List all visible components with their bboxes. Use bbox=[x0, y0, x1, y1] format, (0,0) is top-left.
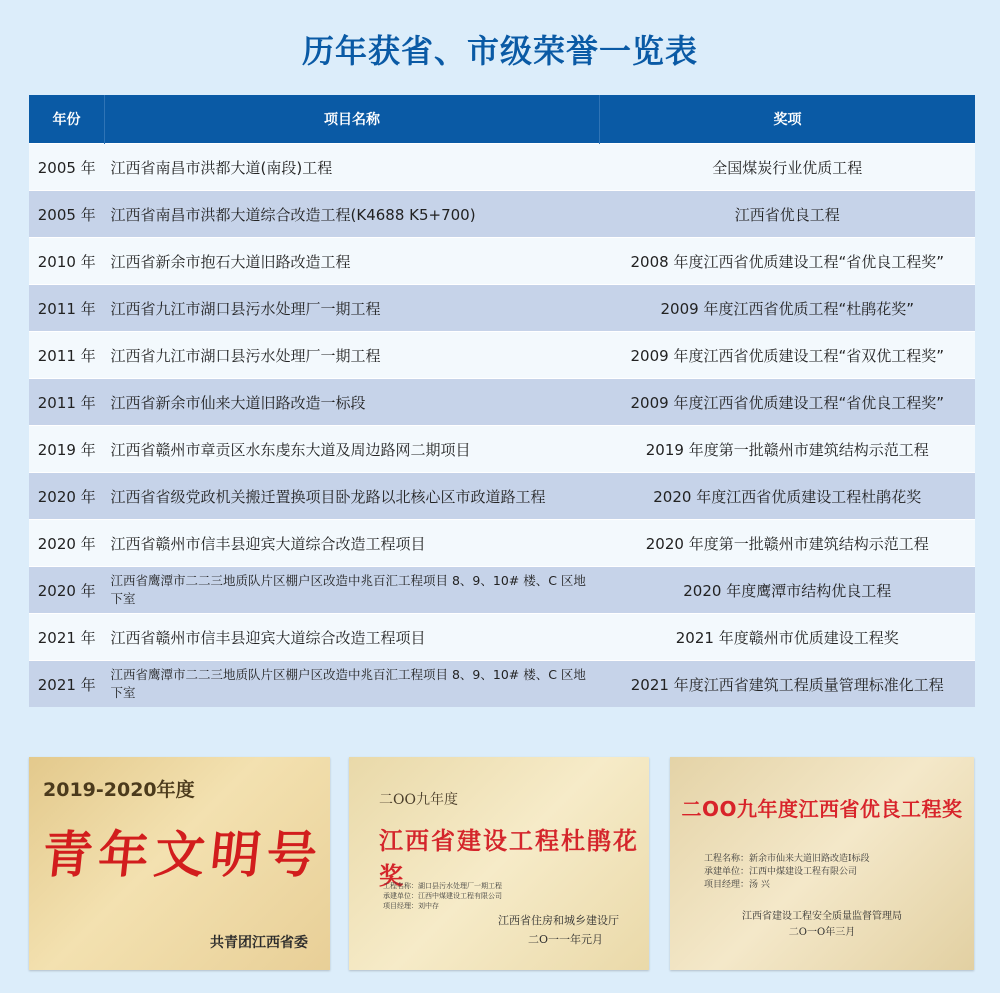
certificate-details bbox=[383, 881, 502, 911]
year-cell: 2011 年 bbox=[29, 285, 105, 332]
page-title: 历年获省、市级荣誉一览表 bbox=[301, 32, 698, 70]
certificate-project-line: 工程名称：湖口县污水处理厂一期工程 bbox=[383, 882, 502, 890]
certificate-title: 二OO九年度江西省优良工程奖 bbox=[681, 797, 963, 821]
certificate-year: 二OO九年度 bbox=[379, 792, 458, 808]
certificate-azalea-award bbox=[349, 757, 649, 970]
year-cell: 2005 年 bbox=[29, 191, 105, 238]
certificate-excellent-project bbox=[670, 757, 974, 970]
year-cell: 2011 年 bbox=[29, 332, 105, 379]
award-cell: 2021 年度江西省建筑工程质量管理标准化工程 bbox=[600, 661, 976, 708]
project-cell: 江西省南昌市洪都大道综合改造工程(K4688 K5+700) bbox=[105, 191, 600, 238]
award-cell: 2009 年度江西省优质工程“杜鹃花奖” bbox=[600, 285, 976, 332]
project-cell: 江西省赣州市章贡区水东虔东大道及周边路网二期项目 bbox=[105, 426, 600, 473]
certificate-date: 二O一O年三月 bbox=[788, 927, 856, 938]
project-cell: 江西省九江市湖口县污水处理厂一期工程 bbox=[105, 285, 600, 332]
certificate-issuer: 江西省建设工程安全质量监督管理局 bbox=[742, 911, 902, 922]
certificate-youth-civilization bbox=[29, 757, 330, 970]
table-row bbox=[29, 473, 975, 520]
year-cell: 2020 年 bbox=[29, 520, 105, 567]
certificate-year: 2019-2020年度 bbox=[43, 779, 195, 801]
table-row bbox=[29, 567, 975, 614]
year-cell: 2005 年 bbox=[29, 144, 105, 191]
header-project: 项目名称 bbox=[105, 95, 600, 144]
certificate-title: 青年文明号 bbox=[39, 825, 326, 884]
certificate-manager-line: 项目经理：刘中存 bbox=[383, 902, 439, 910]
year-cell: 2020 年 bbox=[29, 473, 105, 520]
table-row bbox=[29, 238, 975, 285]
project-cell: 江西省九江市湖口县污水处理厂一期工程 bbox=[105, 332, 600, 379]
award-cell: 2009 年度江西省优质建设工程“省优良工程奖” bbox=[600, 379, 976, 426]
project-cell: 江西省赣州市信丰县迎宾大道综合改造工程项目 bbox=[105, 520, 600, 567]
table-row bbox=[29, 661, 975, 708]
table-row bbox=[29, 144, 975, 191]
project-cell: 江西省赣州市信丰县迎宾大道综合改造工程项目 bbox=[105, 614, 600, 661]
certificate-date: 二O一一年元月 bbox=[527, 933, 603, 946]
certificate-manager-line: 项目经理：汤 兴 bbox=[704, 880, 770, 890]
project-cell: 江西省新余市抱石大道旧路改造工程 bbox=[105, 238, 600, 285]
table-row bbox=[29, 520, 975, 567]
project-cell: 江西省南昌市洪都大道(南段)工程 bbox=[105, 144, 600, 191]
award-cell: 2020 年度鹰潭市结构优良工程 bbox=[600, 567, 976, 614]
table-row bbox=[29, 332, 975, 379]
project-cell: 江西省鹰潭市二二三地质队片区棚户区改造中兆百汇工程项目 8、9、10# 楼、C 区地下室 bbox=[105, 661, 600, 708]
award-cell: 全国煤炭行业优质工程 bbox=[600, 144, 976, 191]
table-row bbox=[29, 379, 975, 426]
project-cell: 江西省省级党政机关搬迁置换项目卧龙路以北核心区市政道路工程 bbox=[105, 473, 600, 520]
award-cell: 2021 年度赣州市优质建设工程奖 bbox=[600, 614, 976, 661]
header-award: 奖项 bbox=[600, 95, 976, 144]
project-cell: 江西省新余市仙来大道旧路改造一标段 bbox=[105, 379, 600, 426]
certificate-details bbox=[704, 853, 870, 892]
year-cell: 2011 年 bbox=[29, 379, 105, 426]
year-cell: 2010 年 bbox=[29, 238, 105, 285]
header-year: 年份 bbox=[29, 95, 105, 144]
year-cell: 2021 年 bbox=[29, 661, 105, 708]
table-row bbox=[29, 614, 975, 661]
award-cell: 2020 年度江西省优质建设工程杜鹃花奖 bbox=[600, 473, 976, 520]
year-cell: 2020 年 bbox=[29, 567, 105, 614]
table-row bbox=[29, 285, 975, 332]
certificate-issuer: 共青团江西省委 bbox=[210, 935, 308, 951]
year-cell: 2021 年 bbox=[29, 614, 105, 661]
certificate-title: 江西省建设工程杜鹃花奖 bbox=[379, 826, 639, 890]
table-header-row bbox=[29, 95, 975, 144]
award-cell: 2020 年度第一批赣州市建筑结构示范工程 bbox=[600, 520, 976, 567]
year-cell: 2019 年 bbox=[29, 426, 105, 473]
award-cell: 2019 年度第一批赣州市建筑结构示范工程 bbox=[600, 426, 976, 473]
award-cell: 2009 年度江西省优质建设工程“省双优工程奖” bbox=[600, 332, 976, 379]
award-cell: 江西省优良工程 bbox=[600, 191, 976, 238]
award-cell: 2008 年度江西省优质建设工程“省优良工程奖” bbox=[600, 238, 976, 285]
table-row bbox=[29, 426, 975, 473]
table-row bbox=[29, 191, 975, 238]
certificate-contractor-line: 承建单位：江西中煤建设工程有限公司 bbox=[383, 892, 502, 900]
certificate-issuer: 江西省住房和城乡建设厅 bbox=[498, 914, 619, 927]
honor-table bbox=[29, 95, 975, 707]
certificate-contractor-line: 承建单位：江西中煤建设工程有限公司 bbox=[704, 867, 858, 877]
certificate-project-line: 工程名称：新余市仙来大道旧路改造Ⅰ标段 bbox=[704, 854, 870, 864]
project-cell: 江西省鹰潭市二二三地质队片区棚户区改造中兆百汇工程项目 8、9、10# 楼、C 区地下室 bbox=[105, 567, 600, 614]
